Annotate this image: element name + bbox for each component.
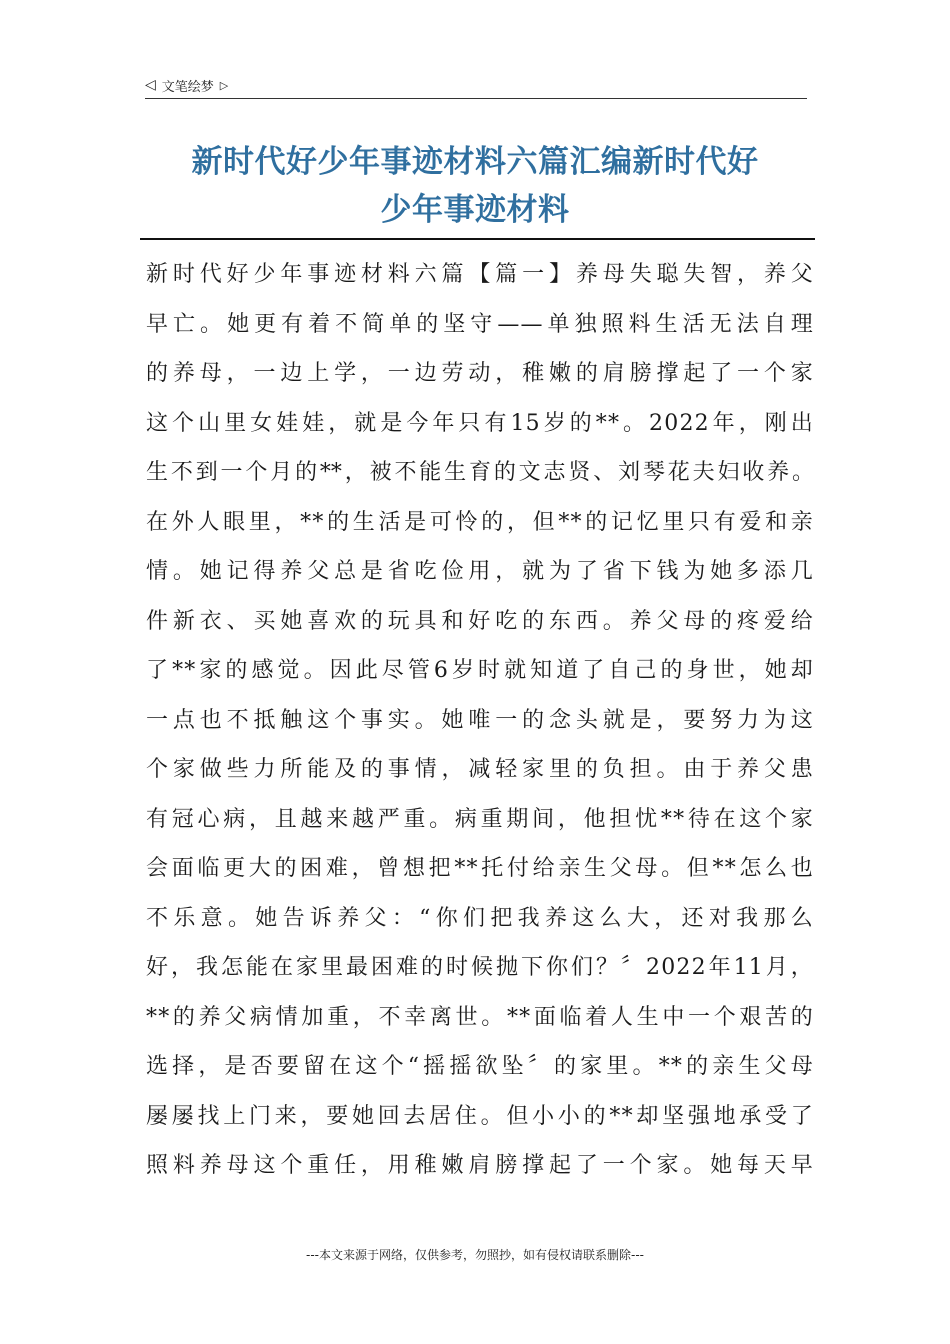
body-line: 了**家的感觉。因此尽管6岁时就知道了自己的身世，她却 <box>146 658 814 683</box>
right-triangle-icon: ▷ <box>219 78 229 92</box>
body-line: 个家做些力所能及的事情，减轻家里的负担。由于养父患 <box>146 757 814 782</box>
body-line: 一点也不抵触这个事实。她唯一的念头就是，要努力为这 <box>146 707 814 733</box>
body-line: **的养父病情加重，不幸离世。**面临着人生中一个艰苦的 <box>146 1004 814 1030</box>
title-line-1: 新时代好少年事迹材料六篇汇编新时代好 <box>191 144 759 180</box>
body-line: 有冠心病，且越来越严重。病重期间，他担忧**待在这个家 <box>146 806 814 832</box>
body-line: 好，我怎能在家里最困难的时候抛下你们？〞2022年11月， <box>146 955 814 980</box>
page-footer: ---本文来源于网络，仅供参考，勿照抄，如有侵权请联系删除--- <box>306 1248 644 1262</box>
body-line: 在外人眼里，**的生活是可怜的，但**的记忆里只有爱和亲 <box>146 509 814 535</box>
body-line: 早亡。她更有着不简单的坚守——单独照料生活无法自理 <box>146 311 814 337</box>
body-line: 屡屡找上门来，要她回去居住。但小小的**却坚强地承受了 <box>146 1103 814 1129</box>
body-line: 照料养母这个重任，用稚嫩肩膀撑起了一个家。她每天早 <box>146 1153 814 1178</box>
body-line: 会面临更大的困难，曾想把**托付给亲生父母。但**怎么也 <box>146 856 814 881</box>
body-line: 新时代好少年事迹材料六篇【篇一】养母失聪失智，养父 <box>146 262 814 287</box>
brand-name: 文笔绘梦 <box>161 79 214 95</box>
body-line: 这个山里女娃娃，就是今年只有15岁的**。2022年，刚出 <box>146 410 814 436</box>
left-triangle-icon: ◁ <box>145 77 156 93</box>
body-line: 的养母，一边上学，一边劳动，稚嫩的肩膀撑起了一个家 <box>146 361 814 386</box>
body-line: 选择，是否要留在这个“摇摇欲坠〞的家里。**的亲生父母 <box>146 1054 814 1079</box>
document-title <box>140 138 810 234</box>
title-line-2: 少年事迹材料 <box>380 192 570 228</box>
body-line: 件新衣、买她喜欢的玩具和好吃的东西。养父母的疼爱给 <box>146 608 814 634</box>
body-text <box>146 250 814 1191</box>
body-line: 不乐意。她告诉养父：“你们把我养这么大，还对我那么 <box>146 905 814 931</box>
page-header <box>145 72 807 99</box>
body-line: 生不到一个月的**，被不能生育的文志贤、刘琴花夫妇收养。 <box>146 460 814 485</box>
body-line: 情。她记得养父总是省吃俭用，就为了省下钱为她多添几 <box>146 559 814 584</box>
title-divider <box>140 238 815 240</box>
